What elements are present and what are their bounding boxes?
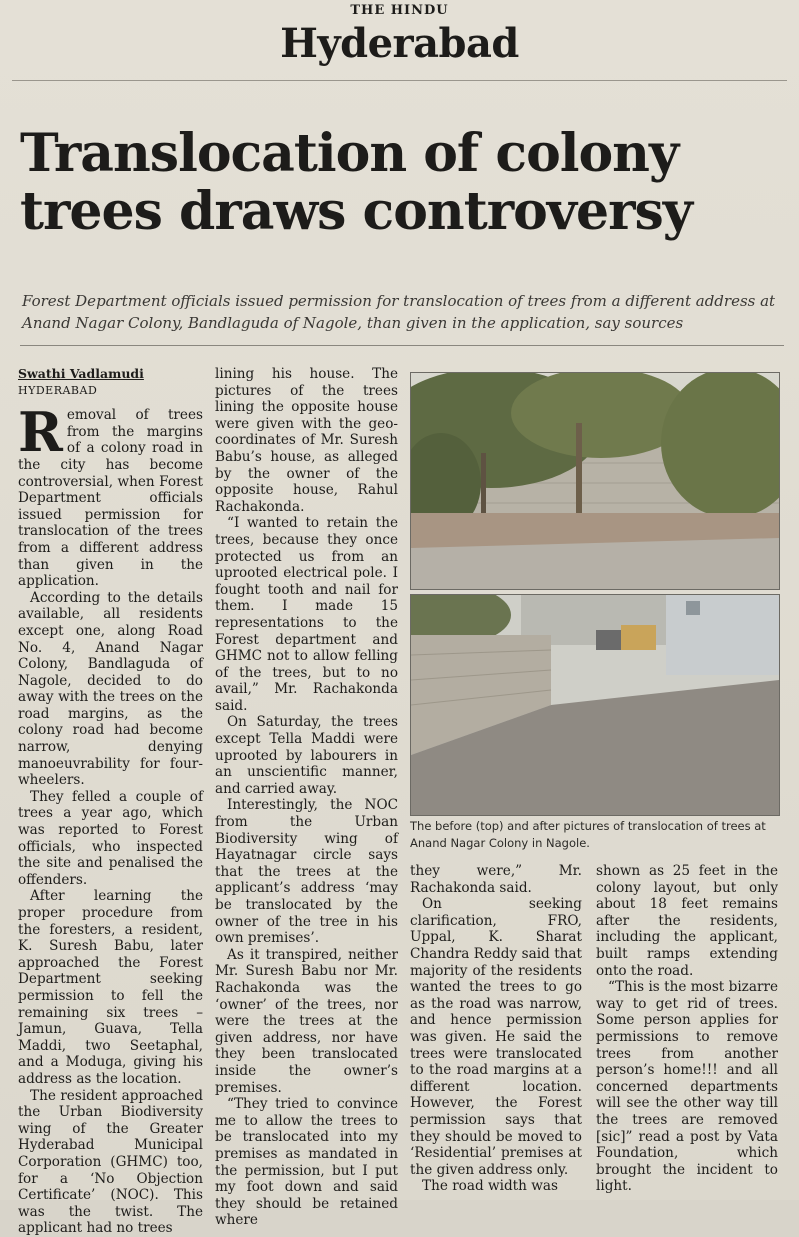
paragraph: On Saturday, the trees except Tella Maddi were uprooted by labourers in an unscientific manner, and carried away.: [215, 714, 398, 797]
byline-dateline: HYDERABAD: [18, 383, 98, 397]
article-column-2: [215, 366, 398, 1229]
deck: Forest Department officials issued permission for translocation of trees from a different address at Anand Nagar Colony, Bandlaguda of Nagole, than given in the application, say sources: [22, 292, 776, 332]
paragraph: They felled a couple of trees a year ago, which was reported to Forest officials, who inspected the site and penalised the offenders.: [18, 788, 203, 888]
paper-name: THE HINDU: [350, 3, 449, 18]
paragraph: lining his house. The pictures of the trees lining the opposite house were given with the geo-coordinates of Mr. Suresh Babu’s house, as alleged by the owner of the opposite house, Rahul Rachakonda.: [215, 366, 398, 515]
paragraph: they were,” Mr. Rachakonda said.: [410, 863, 582, 896]
paragraph: “I wanted to retain the trees, because they once protected us from an uprooted electrical pole. I fought tooth and nail for them. I made 15 representations to the Forest department and GHMC not to allow felling of the trees, but to no avail,” Mr. Rachakonda said.: [215, 515, 398, 714]
masthead-rule: [12, 80, 787, 81]
paragraph: As it transpired, neither Mr. Suresh Babu nor Mr. Rachakonda was the ‘owner’ of the trees, nor were the trees at the given address, nor have they been translocated inside the owner’s premises.: [215, 946, 398, 1096]
photo-before: [410, 372, 780, 590]
paragraph: Interestingly, the NOC from the Urban Biodiversity wing of Hayatnagar circle says that the trees at the applicant’s address ‘may be translocated by the owner of the tree in his own premises’.: [215, 797, 398, 947]
paragraph: On seeking clarification, FRO, Uppal, K. Sharat Chandra Reddy said that majority of the residents wanted the trees to go as the road was narrow, and hence permission was given. He said the trees were translocated to the road margins at a different location. However, the Forest permission says that they should be moved to ‘Residential’ premises at the given address only.: [410, 896, 582, 1178]
paragraph: The resident approached the Urban Biodiversity wing of the Greater Hyderabad Municipal Corporation (GHMC) too, for a ‘No Objection Certificate’ (NOC). This was the twist. The applicant had no trees: [18, 1087, 203, 1237]
headline: Translocation of colony trees draws controversy: [20, 123, 692, 242]
photo-caption: The before (top) and after pictures of translocation of trees at Anand Nagar Colony in Nagole.: [410, 819, 766, 850]
photo-after: [410, 594, 780, 816]
article-column-1: [18, 366, 203, 1237]
paragraph: The road width was: [422, 1178, 558, 1195]
photo-before-image: [411, 373, 779, 589]
article-column-3: [410, 863, 582, 1195]
edition-title: Hyderabad: [280, 20, 519, 67]
paragraph: After learning the proper procedure from the foresters, a resident, K. Suresh Babu, later approached the Forest Department seeking permission to fell the remaining six trees – Jamun, Guava, Tella Maddi, two Seetaphal, and a Moduga, giving his address as the location.: [18, 888, 203, 1087]
paragraph: “This is the most bizarre way to get rid of trees. Some person applies for permissions to remove trees from another person’s home!!! and all concerned departments will see the other way till the trees are removed [sic]” read a post by Vata Foundation, which brought the incident to light.: [596, 979, 778, 1195]
byline-author: Swathi Vadlamudi: [18, 366, 144, 381]
paragraph: According to the details available, all residents except one, along Road No. 4, Anand Nagar Colony, Bandlaguda of Nagole, decided to do away with the trees on the road margins, as the colony road had become narrow, denying manoeuvrability for four-wheelers.: [18, 589, 203, 789]
photo-after-image: [411, 595, 779, 815]
paragraph: Removal of trees from the margins of a colony road in the city has become controversial, when Forest Department officials issued permission for translocation of the trees from a different address than given in the application.: [18, 400, 203, 590]
drop-cap: R: [18, 400, 63, 465]
article-column-4: [596, 863, 778, 1195]
paragraph: shown as 25 feet in the colony layout, but only about 18 feet remains after the residents, including the applicant, built ramps extending onto the road.: [596, 863, 778, 979]
paragraph: “They tried to convince me to allow the trees to be translocated into my premises as mandated in the permission, but I put my foot down and said they should be retained where: [215, 1096, 398, 1229]
masthead: [0, 0, 799, 80]
deck-rule: [20, 345, 784, 346]
